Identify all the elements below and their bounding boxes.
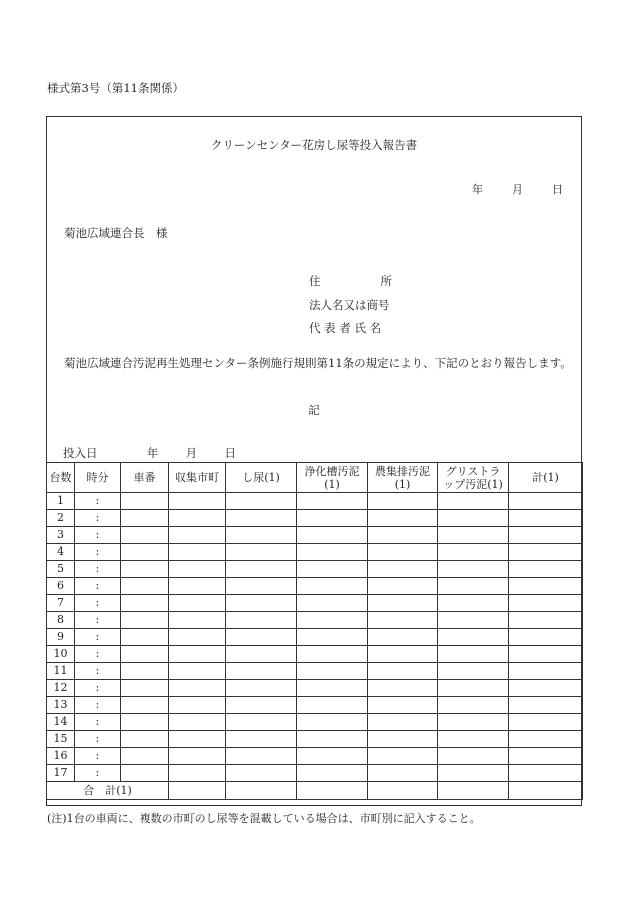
- table-cell[interactable]: [509, 493, 583, 510]
- row-number: 16: [47, 748, 75, 765]
- table-cell[interactable]: [368, 714, 438, 731]
- table-cell[interactable]: [509, 646, 583, 663]
- table-cell[interactable]: [509, 748, 583, 765]
- day-label: 日: [552, 183, 563, 196]
- table-cell[interactable]: [121, 714, 169, 731]
- table-cell[interactable]: [226, 680, 297, 697]
- time-cell[interactable]: :: [75, 578, 121, 595]
- total-label: 合 計(1): [47, 782, 169, 800]
- table-row: [47, 595, 583, 612]
- table-cell[interactable]: [169, 629, 226, 646]
- table-cell[interactable]: [169, 510, 226, 527]
- table-cell[interactable]: [226, 527, 297, 544]
- table-cell[interactable]: [297, 612, 368, 629]
- total-cell[interactable]: [368, 782, 438, 800]
- total-row: [47, 782, 583, 800]
- table-cell[interactable]: [297, 527, 368, 544]
- input-year-label: 年: [146, 446, 159, 460]
- column-header: し尿(1): [226, 463, 297, 493]
- table-cell[interactable]: [169, 646, 226, 663]
- representative-label: 代 表 者 氏 名: [309, 321, 382, 335]
- row-number: 17: [47, 765, 75, 782]
- time-cell[interactable]: :: [75, 714, 121, 731]
- time-cell[interactable]: :: [75, 493, 121, 510]
- time-cell[interactable]: :: [75, 663, 121, 680]
- table-cell[interactable]: [438, 697, 509, 714]
- table-cell[interactable]: [368, 680, 438, 697]
- table-row: [47, 731, 583, 748]
- table-cell[interactable]: [297, 646, 368, 663]
- table-cell[interactable]: [121, 612, 169, 629]
- table-cell[interactable]: [368, 578, 438, 595]
- table-cell[interactable]: [297, 595, 368, 612]
- time-cell[interactable]: :: [75, 544, 121, 561]
- table-cell[interactable]: [438, 493, 509, 510]
- table-cell[interactable]: [297, 714, 368, 731]
- table-cell[interactable]: [368, 663, 438, 680]
- table-cell[interactable]: [509, 663, 583, 680]
- time-cell[interactable]: :: [75, 748, 121, 765]
- table-cell[interactable]: [226, 748, 297, 765]
- report-form-frame: [46, 116, 582, 806]
- table-cell[interactable]: [121, 493, 169, 510]
- table-cell[interactable]: [226, 646, 297, 663]
- table-row: [47, 510, 583, 527]
- row-number: 6: [47, 578, 75, 595]
- table-cell[interactable]: [121, 731, 169, 748]
- column-header: 台数: [47, 463, 75, 493]
- time-cell[interactable]: :: [75, 680, 121, 697]
- input-date-line[interactable]: [53, 445, 241, 463]
- table-cell[interactable]: [297, 680, 368, 697]
- table-cell[interactable]: [121, 748, 169, 765]
- table-cell[interactable]: [509, 629, 583, 646]
- table-cell[interactable]: [169, 527, 226, 544]
- table-cell[interactable]: [297, 629, 368, 646]
- table-cell[interactable]: [438, 646, 509, 663]
- table-cell[interactable]: [509, 731, 583, 748]
- row-number: 2: [47, 510, 75, 527]
- table-cell[interactable]: [438, 527, 509, 544]
- table-cell[interactable]: [438, 510, 509, 527]
- column-header: 農集排汚泥 (1): [368, 463, 438, 493]
- table-cell[interactable]: [509, 544, 583, 561]
- table-row: [47, 612, 583, 629]
- table-cell[interactable]: [368, 493, 438, 510]
- table-cell[interactable]: [169, 544, 226, 561]
- table-cell[interactable]: [368, 697, 438, 714]
- table-cell[interactable]: [169, 680, 226, 697]
- total-cell[interactable]: [297, 782, 368, 800]
- company-name-field[interactable]: [309, 294, 392, 318]
- table-row: [47, 493, 583, 510]
- table-cell[interactable]: [509, 612, 583, 629]
- address-label-1: 住: [309, 274, 321, 288]
- row-number: 15: [47, 731, 75, 748]
- table-cell[interactable]: [226, 578, 297, 595]
- table-cell[interactable]: [169, 578, 226, 595]
- body-text: 菊池広域連合汚泥再生処理センター条例施行規則第11条の規定により、下記のとおり報告します。: [64, 356, 572, 370]
- input-date-label: 投入日: [63, 446, 98, 460]
- table-cell[interactable]: [297, 510, 368, 527]
- table-cell[interactable]: [226, 765, 297, 782]
- row-number: 8: [47, 612, 75, 629]
- input-day-label: 日: [224, 446, 236, 460]
- row-number: 9: [47, 629, 75, 646]
- table-cell[interactable]: [368, 612, 438, 629]
- table-cell[interactable]: [226, 561, 297, 578]
- row-number: 3: [47, 527, 75, 544]
- time-cell[interactable]: :: [75, 731, 121, 748]
- table-cell[interactable]: [169, 714, 226, 731]
- table-cell[interactable]: [438, 663, 509, 680]
- applicant-fields: [309, 270, 392, 341]
- table-cell[interactable]: [226, 493, 297, 510]
- row-number: 14: [47, 714, 75, 731]
- table-cell[interactable]: [509, 578, 583, 595]
- table-cell[interactable]: [509, 527, 583, 544]
- table-row: [47, 527, 583, 544]
- table-header-row: [47, 463, 583, 493]
- table-cell[interactable]: [438, 680, 509, 697]
- table-cell[interactable]: [121, 697, 169, 714]
- row-number: 1: [47, 493, 75, 510]
- table-row: [47, 578, 583, 595]
- row-number: 13: [47, 697, 75, 714]
- table-cell[interactable]: [509, 765, 583, 782]
- table-cell[interactable]: [438, 544, 509, 561]
- time-cell[interactable]: :: [75, 510, 121, 527]
- table-cell[interactable]: [169, 561, 226, 578]
- time-cell[interactable]: :: [75, 646, 121, 663]
- table-row: [47, 629, 583, 646]
- table-cell[interactable]: [509, 697, 583, 714]
- table-cell[interactable]: [297, 493, 368, 510]
- time-cell[interactable]: :: [75, 765, 121, 782]
- table-cell[interactable]: [368, 595, 438, 612]
- table-cell[interactable]: [297, 765, 368, 782]
- table-cell[interactable]: [297, 731, 368, 748]
- table-cell[interactable]: [121, 544, 169, 561]
- table-cell[interactable]: [121, 578, 169, 595]
- table-cell[interactable]: [438, 748, 509, 765]
- table-cell[interactable]: [509, 561, 583, 578]
- table-cell[interactable]: [121, 765, 169, 782]
- table-cell[interactable]: [297, 544, 368, 561]
- table-cell[interactable]: [169, 731, 226, 748]
- table-cell[interactable]: [297, 663, 368, 680]
- table-cell[interactable]: [121, 561, 169, 578]
- month-label: 月: [512, 183, 523, 196]
- representative-field[interactable]: [309, 317, 392, 341]
- column-header: 車番: [121, 463, 169, 493]
- table-cell[interactable]: [368, 748, 438, 765]
- table-cell[interactable]: [226, 629, 297, 646]
- table-cell[interactable]: [226, 663, 297, 680]
- form-number-label: 様式第3号（第11条関係）: [47, 81, 184, 95]
- total-cell[interactable]: [509, 782, 583, 800]
- table-cell[interactable]: [368, 765, 438, 782]
- table-cell[interactable]: [509, 595, 583, 612]
- table-cell[interactable]: [169, 595, 226, 612]
- time-cell[interactable]: :: [75, 697, 121, 714]
- year-label: 年: [472, 183, 483, 196]
- table-row: [47, 663, 583, 680]
- table-cell[interactable]: [297, 748, 368, 765]
- table-cell[interactable]: [169, 697, 226, 714]
- table-cell[interactable]: [297, 561, 368, 578]
- time-cell[interactable]: :: [75, 561, 121, 578]
- table-row: [47, 765, 583, 782]
- table-cell[interactable]: [368, 510, 438, 527]
- input-table: [46, 462, 583, 800]
- company-name-label: 法人名又は商号: [309, 297, 390, 312]
- table-cell[interactable]: [368, 561, 438, 578]
- time-cell[interactable]: :: [75, 612, 121, 629]
- row-number: 12: [47, 680, 75, 697]
- row-number: 5: [47, 561, 75, 578]
- table-cell[interactable]: [169, 765, 226, 782]
- total-cell[interactable]: [169, 782, 226, 800]
- table-row: [47, 697, 583, 714]
- column-header: 時分: [75, 463, 121, 493]
- table-cell[interactable]: [438, 578, 509, 595]
- table-cell[interactable]: [121, 629, 169, 646]
- table-cell[interactable]: [368, 646, 438, 663]
- table-row: [47, 680, 583, 697]
- time-cell[interactable]: :: [75, 595, 121, 612]
- table-cell[interactable]: [121, 663, 169, 680]
- table-cell[interactable]: [368, 731, 438, 748]
- table-row: [47, 646, 583, 663]
- row-number: 4: [47, 544, 75, 561]
- table-cell[interactable]: [226, 544, 297, 561]
- footnote: (注)1台の車両に、複数の市町のし尿等を混載している場合は、市町別に記入すること。: [47, 812, 481, 825]
- total-cell[interactable]: [226, 782, 297, 800]
- table-row: [47, 748, 583, 765]
- table-cell[interactable]: [438, 714, 509, 731]
- table-cell[interactable]: [438, 731, 509, 748]
- table-cell[interactable]: [226, 697, 297, 714]
- table-cell[interactable]: [226, 612, 297, 629]
- table-cell[interactable]: [121, 680, 169, 697]
- table-cell[interactable]: [226, 731, 297, 748]
- report-date-blank[interactable]: [472, 181, 563, 197]
- table-cell[interactable]: [121, 595, 169, 612]
- table-cell[interactable]: [226, 714, 297, 731]
- table-cell[interactable]: [438, 561, 509, 578]
- table-cell[interactable]: [438, 612, 509, 629]
- table-cell[interactable]: [509, 510, 583, 527]
- table-body: [47, 493, 583, 782]
- table-row: [47, 714, 583, 731]
- ki-heading: 記: [308, 403, 320, 417]
- table-cell[interactable]: [438, 629, 509, 646]
- column-header: 計(1): [509, 463, 583, 493]
- table-cell[interactable]: [226, 595, 297, 612]
- addressee: 菊池広域連合長 様: [64, 226, 168, 240]
- table-cell[interactable]: [368, 527, 438, 544]
- row-number: 10: [47, 646, 75, 663]
- table-cell[interactable]: [297, 578, 368, 595]
- time-cell[interactable]: :: [75, 527, 121, 544]
- table-cell[interactable]: [438, 765, 509, 782]
- input-month-label: 月: [185, 446, 198, 460]
- table-cell[interactable]: [169, 748, 226, 765]
- table-cell[interactable]: [169, 493, 226, 510]
- table-cell[interactable]: [121, 527, 169, 544]
- table-cell[interactable]: [509, 714, 583, 731]
- address-label-2: 所: [380, 274, 392, 288]
- column-header: グリストラ ップ汚泥(1): [438, 463, 509, 493]
- time-cell[interactable]: :: [75, 629, 121, 646]
- table-row: [47, 561, 583, 578]
- table-cell[interactable]: [509, 680, 583, 697]
- table-row: [47, 544, 583, 561]
- table-cell[interactable]: [169, 612, 226, 629]
- total-cell[interactable]: [438, 782, 509, 800]
- table-cell[interactable]: [226, 510, 297, 527]
- form-title: クリーンセンター花房し尿等投入報告書: [210, 138, 418, 152]
- row-number: 7: [47, 595, 75, 612]
- column-header: 収集市町: [169, 463, 226, 493]
- table-cell[interactable]: [368, 544, 438, 561]
- row-number: 11: [47, 663, 75, 680]
- table-cell[interactable]: [438, 595, 509, 612]
- column-header: 浄化槽汚泥 (1): [297, 463, 368, 493]
- table-cell[interactable]: [297, 697, 368, 714]
- address-field[interactable]: [309, 270, 392, 294]
- table-cell[interactable]: [121, 510, 169, 527]
- table-cell[interactable]: [169, 663, 226, 680]
- table-cell[interactable]: [121, 646, 169, 663]
- table-cell[interactable]: [368, 629, 438, 646]
